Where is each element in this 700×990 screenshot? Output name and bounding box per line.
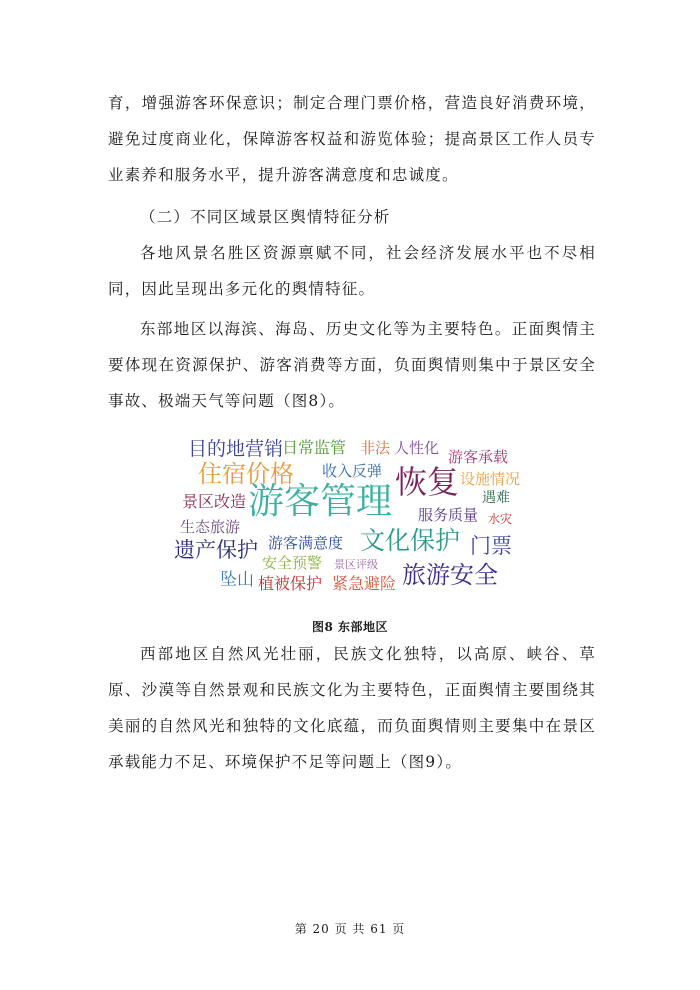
cloud-word: 文化保护 (360, 526, 461, 555)
cloud-word: 收入反弹 (322, 462, 383, 480)
cloud-word: 服务质量 (418, 506, 479, 524)
cloud-word: 植被保护 (258, 574, 323, 593)
cloud-word: 安全预警 (262, 554, 323, 572)
cloud-word: 游客管理 (248, 481, 393, 522)
section-heading: （二）不同区域景区舆情特征分析 (140, 208, 391, 226)
cloud-word: 设施情况 (460, 470, 521, 488)
cloud-word: 遗产保护 (174, 538, 258, 562)
paragraph-continuation: 育，增强游客环保意识；制定合理门票价格，营造良好消费环境，避免过度商业化，保障游客权益和游览体验；提高景区工作人员专业素养和服务水平，提升游客满意度和忠诚度。 (108, 94, 596, 184)
cloud-word: 旅游安全 (402, 561, 498, 589)
cloud-word: 景区改造 (182, 492, 247, 511)
cloud-word: 日常监管 (282, 438, 347, 457)
cloud-word: 紧急避险 (332, 574, 397, 593)
cloud-word: 水灾 (488, 512, 513, 526)
cloud-word: 人性化 (394, 439, 440, 457)
paragraph-west: 西部地区自然风光壮丽，民族文化独特，以高原、峡谷、草原、沙漠等自然景观和民族文化为主要特色，正面舆情主要围绕其美丽的自然风光和独特的文化底蕴，而负面舆情则主要集中在景区承载能力不足、环境保护不足等问题上（图9）。 (108, 645, 596, 771)
cloud-word: 住宿价格 (198, 460, 294, 488)
cloud-word: 遇难 (482, 490, 510, 506)
word-cloud-figure (170, 436, 530, 600)
cloud-word: 目的地营销 (188, 438, 284, 460)
cloud-word: 游客满意度 (268, 534, 344, 552)
paragraph-intro: 各地风景名胜区资源禀赋不同，社会经济发展水平也不尽相同，因此呈现出多元化的舆情特征。 (108, 244, 596, 298)
page-footer: 第 20 页 共 61 页 (294, 922, 406, 936)
cloud-word: 坠山 (220, 570, 254, 590)
cloud-word: 景区评级 (334, 558, 378, 571)
cloud-word: 游客承载 (448, 448, 509, 466)
paragraph-east: 东部地区以海滨、海岛、历史文化等为主要特色。正面舆情主要体现在资源保护、游客消费等方面，负面舆情则集中于景区安全事故、极端天气等问题（图8）。 (108, 320, 596, 410)
cloud-word: 非法 (360, 439, 391, 457)
figure-caption: 图8 东部地区 (311, 620, 389, 634)
cloud-word: 门票 (470, 534, 512, 558)
cloud-word: 恢复 (395, 463, 460, 501)
cloud-word: 生态旅游 (180, 518, 241, 536)
